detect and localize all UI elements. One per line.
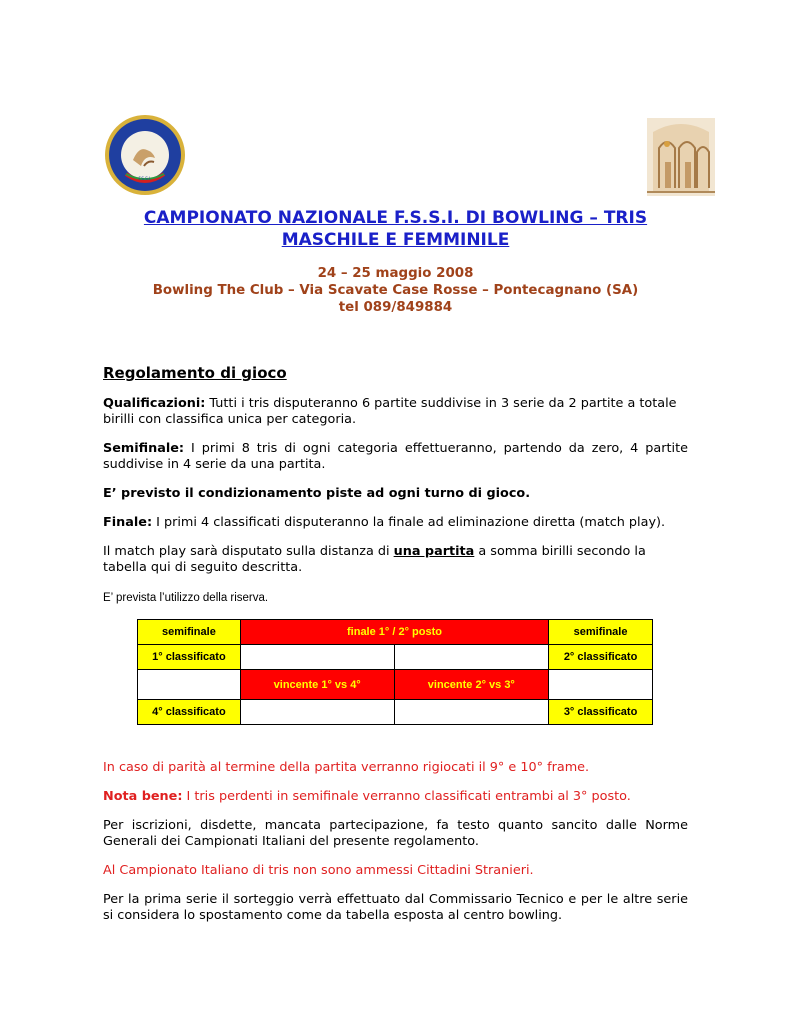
title-line-2: MASCHILE E FEMMINILE [281,230,510,250]
table-cell-empty [240,645,394,670]
title-line-1: CAMPIONATO NAZIONALE F.S.S.I. DI BOWLING – TRIS [143,208,648,228]
stranieri-note: Al Campionato Italiano di tris non sono ammessi Cittadini Stranieri. [103,863,534,878]
finale-text: I primi 4 classificati disputeranno la finale ad eliminazione diretta (match play). [152,515,666,530]
sorteggio-paragraph: Per la prima serie il sorteggio verrà effettuato dal Commissario Tecnico e per le altre serie si considera lo spostamento come da tabella esposta al centro bowling. [103,892,688,923]
semifinale-label: Semifinale: [103,441,185,456]
finale-paragraph [103,515,688,531]
table-cell-empty [394,700,549,725]
qualificazioni-label: Qualificazioni: [103,396,206,411]
match-play-distance: una partita [393,544,475,559]
table-row [138,620,653,645]
logo-abbr: F.S.S.I. [138,176,152,181]
table-cell-first-place: 1° classificato [138,645,241,670]
riserva-note: E’ prevista l’utilizzo della riserva. [103,592,269,604]
match-play-paragraph [103,544,688,576]
nota-bene-paragraph [103,789,688,805]
qualificazioni-paragraph [103,396,688,428]
match-play-post: a somma birilli secondo la tabella qui di seguito descritta. [103,544,646,575]
nota-bene-text: I tris perdenti in semifinale verranno classificati entrambi al 3° posto. [182,789,631,804]
table-cell-empty [394,645,549,670]
semifinale-text: I primi 8 tris di ogni categoria effettueranno, partendo da zero, 4 partite suddivise in 4 serie da una partita. [103,441,688,472]
table-cell-semifinale-right: semifinale [549,620,653,645]
match-play-table [137,619,653,725]
nota-bene-label: Nota bene: [103,789,183,804]
event-venue: Bowling The Club – Via Scavate Case Rosse – Pontecagnano (SA) [152,283,639,298]
table-cell-second-place: 2° classificato [549,645,653,670]
table-cell-empty [138,670,241,700]
rules-heading: Regolamento di gioco [103,364,287,382]
table-row [138,670,653,700]
table-cell-empty [549,670,653,700]
iscrizioni-paragraph: Per iscrizioni, disdette, mancata partecipazione, fa testo quanto sancito dalle Norme Generali dei Campionati Italiani del presente regolamento. [103,818,688,849]
event-phone: tel 089/849884 [338,300,453,315]
condizionamento-note: E’ previsto il condizionamento piste ad ogni turno di gioco. [103,486,531,501]
finale-label: Finale: [103,515,153,530]
fssi-logo [104,114,186,196]
table-cell-fourth-place: 4° classificato [138,700,241,725]
parita-note: In caso di parità al termine della partita verranno rigiocati il 9° e 10° frame. [103,760,590,775]
match-play-pre: Il match play sarà disputato sulla distanza di [103,544,394,559]
table-row [138,700,653,725]
table-row [138,645,653,670]
page-title [90,207,701,251]
semifinale-paragraph [103,441,688,473]
bowling-venue-illustration [647,118,715,196]
table-cell-empty [240,700,394,725]
table-cell-finale: finale 1° / 2° posto [240,620,548,645]
table-cell-semifinale-left: semifinale [138,620,241,645]
table-cell-winner-1-vs-4: vincente 1° vs 4° [240,670,394,700]
qualificazioni-text: Tutti i tris disputeranno 6 partite suddivise in 3 serie da 2 partite a totale birilli con classifica unica per categoria. [103,396,677,427]
table-cell-winner-2-vs-3: vincente 2° vs 3° [394,670,549,700]
table-cell-third-place: 3° classificato [549,700,653,725]
event-date: 24 – 25 maggio 2008 [317,266,474,281]
